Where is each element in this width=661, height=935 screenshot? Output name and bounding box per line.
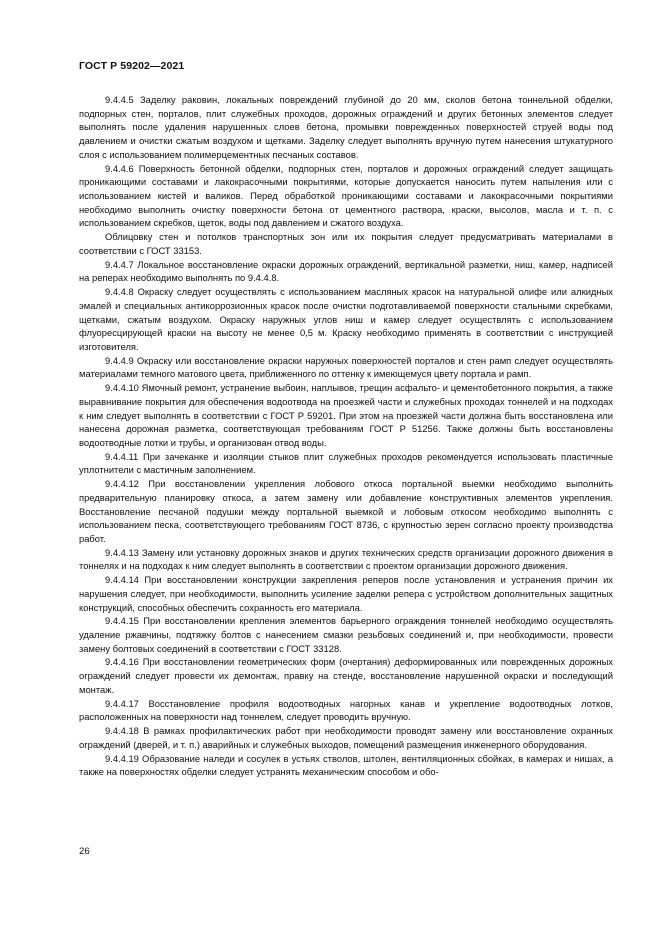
- paragraph-9-4-4-15: 9.4.4.15 При восстановлении крепления элементов барьерного ограждения тоннелей необходимо осуществлять удаление ржавчины, подтяжку болтов с нанесением смазки резьбовых соединений и, при необходимости, провести замену болтовых соединений в соответствии с ГОСТ 33128.: [79, 615, 613, 654]
- paragraph-9-4-4-10: 9.4.4.10 Ямочный ремонт, устранение выбоин, наплывов, трещин асфальто- и цементобетонного покрытия, а также выравнивание покрытия для обеспечения водоотвода на проезжей части и служебных проходах тоннелей и на подходах к ним следует выполнять в соответствии с ГОСТ Р 59201. При этом на проезжей части должна быть восстановлена или нанесена дорожная разметка, соответствующая требованиям ГОСТ Р 51256. Также должны быть восстановлены водоотводные лотки и трубы, и организован отвод воды.: [79, 382, 613, 448]
- paragraph-9-4-4-6: 9.4.4.6 Поверхность бетонной обделки, подпорных стен, порталов и дорожных ограждений следует защищать проникающими составами и лакокрасочными покрытиями, которые допускается наносить путем напыления или с использованием кистей и валиков. Перед обработкой проникающими составами и лакокрасочными покрытиями необходимо выполнить очистку поверхности бетона от цементного раствора, краски, высолов, масла и т. п. с использованием скребков, щеток, воды под давлением и сжатого воздуха.: [79, 162, 613, 229]
- paragraph-9-4-4-12: 9.4.4.12 При восстановлении укрепления лобового откоса портальной выемки необходимо выполнить предварительную планировку откоса, а затем замену или добавление конструктивных элементов укрепления. Восстановление песчаной подушки между портальной выемкой и лобовым откосом необходимо выполнять с использованием песка, соответствующего требованиям ГОСТ 8736, с крупностью зерен согласно проекту производства работ.: [79, 478, 613, 544]
- paragraph-9-4-4-13: 9.4.4.13 Замену или установку дорожных знаков и других технических средств организации дорожного движения в тоннелях и на подходах к ним следует выполнять в соответствии с проектом организации дорожного движения.: [79, 546, 613, 572]
- paragraph-9-4-4-7: 9.4.4.7 Локальное восстановление окраски дорожных ограждений, вертикальной разметки, ниш, камер, надписей на реперах необходимо выполнять по 9.4.4.8.: [79, 258, 613, 284]
- document-body: [79, 93, 613, 779]
- page-header-standard-number: ГОСТ Р 59202—2021: [79, 60, 185, 72]
- paragraph-9-4-4-16: 9.4.4.16 При восстановлении геометрических форм (очертания) деформированных или поврежденных дорожных ограждений следует провести их демонтаж, правку на стенде, восстановление нарушенной окраски и последующий монтаж.: [79, 656, 613, 695]
- paragraph-9-4-4-8: 9.4.4.8 Окраску следует осуществлять с использованием масляных красок на натуральной олифе или алкидных эмалей и специальных антикоррозионных красок после очистки подготавливаемой поверхности стальными скребками, щетками, сжатым воздухом. Окраску наружных углов ниш и камер следует осуществлять с использованием флуоресцирующей краски на высоту не менее 0,5 м. Краску необходимо применять в соответствии с инструкцией изготовителя.: [79, 286, 613, 352]
- paragraph-9-4-4-11: 9.4.4.11 При зачеканке и изоляции стыков плит служебных проходов рекомендуется использовать пластичные уплотнители с мастичным заполнением.: [79, 450, 613, 476]
- paragraph-9-4-4-9: 9.4.4.9 Окраску или восстановление окраски наружных поверхностей порталов и стен рамп следует осуществлять материалами темного матового цвета, приближенного по оттенку к имеющемуся цвету портала и рамп.: [79, 354, 613, 380]
- paragraph-9-4-4-14: 9.4.4.14 При восстановлении конструкции закрепления реперов после установления и устранения причин их нарушения следует, при необходимости, выполнить усиление заделки репера с устройством дополнительных защитных конструкций, способных обеспечить сохранность его материала.: [79, 574, 613, 613]
- paragraph-9-4-4-18: 9.4.4.18 В рамках профилактических работ при необходимости проводят замену или восстановление охранных ограждений (дверей, и т. п.) аварийных и служебных выходов, помещений размещения инженерного оборудования.: [79, 725, 613, 750]
- paragraph-9-4-4-17: 9.4.4.17 Восстановление профиля водоотводных нагорных канав и укрепление водоотводных лотков, расположенных на поверхности над тоннелем, следует проводить вручную.: [79, 697, 613, 723]
- page-number: 26: [79, 846, 90, 857]
- paragraph-9-4-4-5: 9.4.4.5 Заделку раковин, локальных повреждений глубиной до 20 мм, сколов бетона тоннельной обделки, подпорных стен, порталов, плит служебных проходов, дорожных ограждений и других бетонных элементов следует выполнять после удаления нарушенных слоев бетона, промывки поврежденных поверхностей струей воды под давлением и очистки сжатым воздухом и щетками. Заделку следует выполнять вручную путем нанесения штукатурного слоя с использованием полимерцементных песчаных составов.: [79, 94, 613, 160]
- paragraph-cladding: Облицовку стен и потолков транспортных зон или их покрытия следует предусматривать материалами в соответствии с ГОСТ 33153.: [79, 231, 613, 256]
- paragraph-9-4-4-19: 9.4.4.19 Образование наледи и сосулек в устьях стволов, штолен, вентиляционных сбойках, в камерах и нишах, а также на поверхностях обделки следует устранять механическим способом и обо-: [79, 752, 613, 778]
